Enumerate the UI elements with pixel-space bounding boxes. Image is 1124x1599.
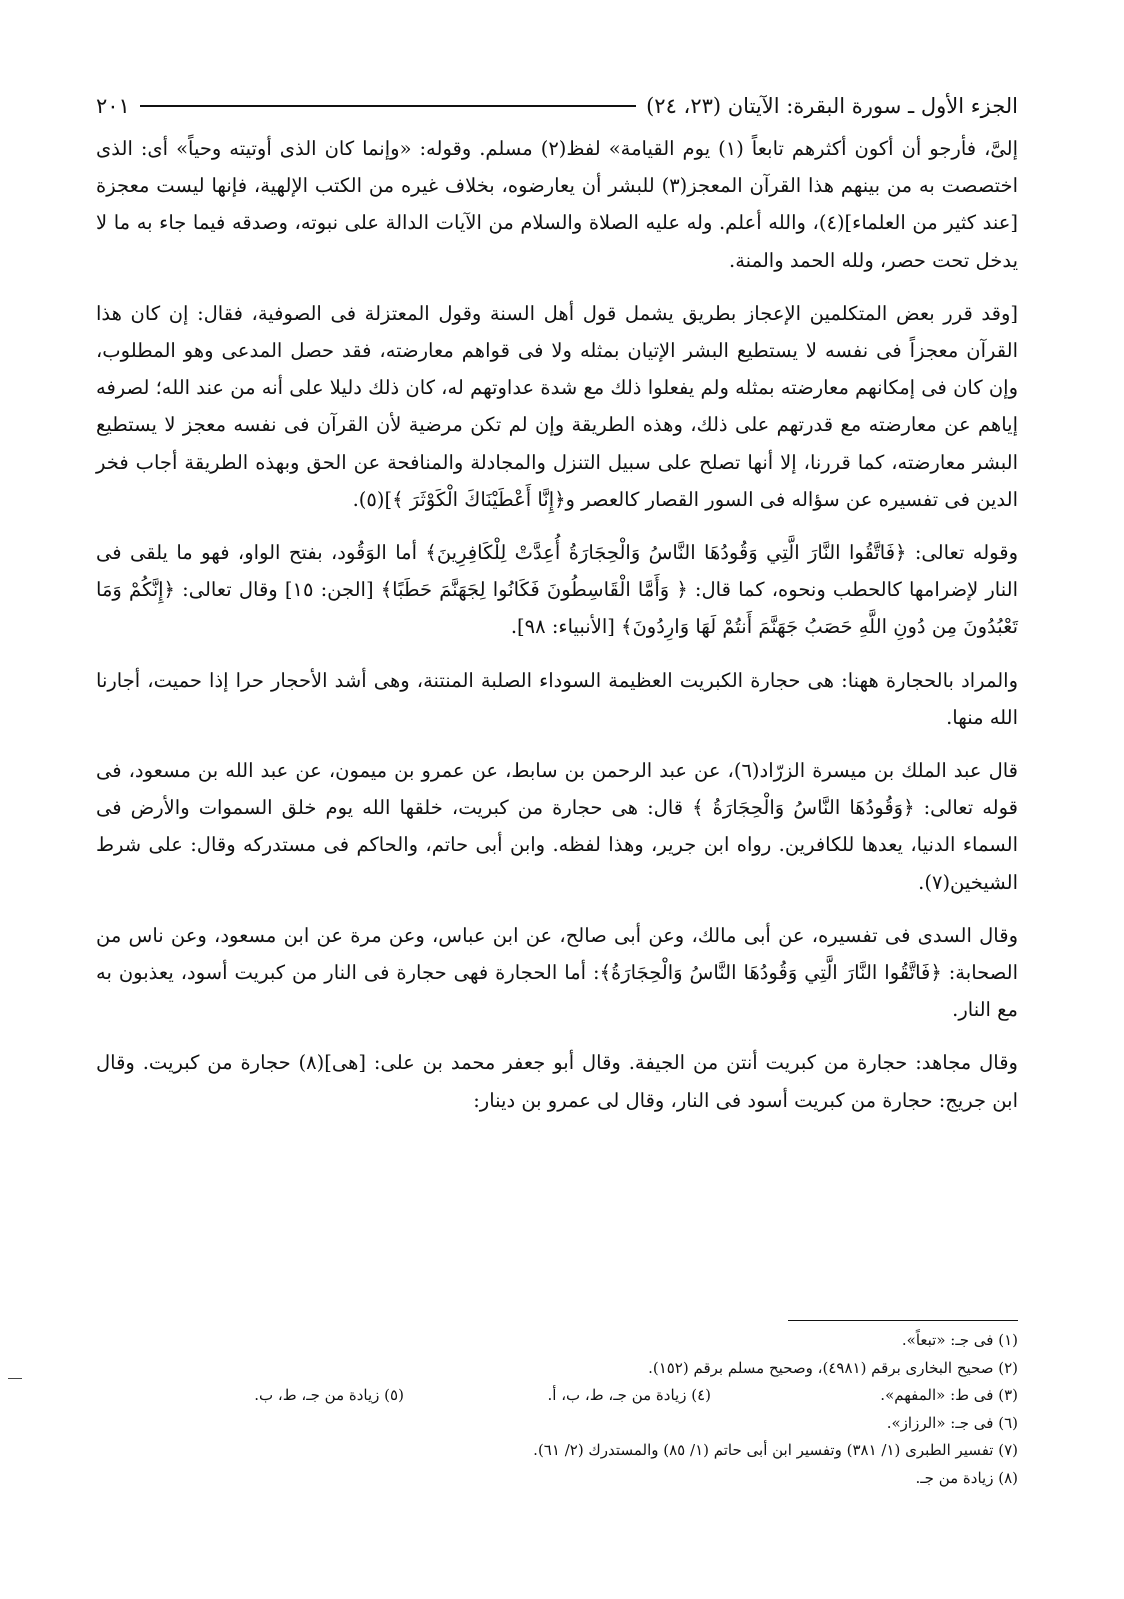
- paragraph-7: وقال مجاهد: حجارة من كبريت أنتن من الجيفة. وقال أبو جعفر محمد بن على: [هى](٨) حجارة من كبريت. وقال ابن جريج: حجارة من كبريت أسود فى النار، وقال لى عمرو بن دينار:: [96, 1051, 1018, 1112]
- paragraph-3: وقوله تعالى: ﴿فَاتَّقُوا النَّارَ الَّتِي وَقُودُهَا النَّاسُ وَالْحِجَارَةُ أُعِدَّتْ لِلْكَافِرِينَ﴾ أما الوَقُود، بفتح الواو، فهو ما يلقى فى النار لإضرامها كالحطب ونحوه، كما قال: ﴿ وَأَمَّا الْقَاسِطُونَ فَكَانُوا لِجَهَنَّمَ حَطَبًا﴾ [الجن: ١٥] وقال تعالى: ﴿إِنَّكُمْ وَمَا تَعْبُدُونَ مِن دُونِ اللَّهِ حَصَبُ جَهَنَّمَ أَنتُمْ لَهَا وَارِدُونَ﴾ [الأنبياء: ٩٨].: [96, 541, 1018, 639]
- paragraph-5: قال عبد الملك بن ميسرة الزرّاد(٦)، عن عبد الرحمن بن سابط، عن عمرو بن ميمون، عن عبد الله بن مسعود، فى قوله تعالى: ﴿وَقُودُهَا النَّاسُ وَالْحِجَارَةُ ﴾ قال: هى حجارة من كبريت، خلقها الله يوم خلق السموات والأرض فى السماء الدنيا، يعدها للكافرين. رواه ابن جرير، وهذا لفظه. وابن أبى حاتم، والحاكم فى مستدركه وقال: على شرط الشيخين(٧).: [96, 759, 1018, 894]
- footnotes: [96, 1320, 1018, 1492]
- footnote-8: (٨) زيادة من جـ.: [915, 1468, 1018, 1487]
- paragraph-2: [وقد قرر بعض المتكلمين الإعجاز بطريق يشمل قول أهل السنة وقول المعتزلة فى الصوفية، فقال: إن كان هذا القرآن معجزاً فى نفسه لا يستطيع البشر الإتيان بمثله ولا فى قواهم معارضته، فقد حصل المدعى وهو المطلوب، وإن كان فى إمكانهم معارضته بمثله ولم يفعلوا ذلك مع شدة عداوتهم له، كان ذلك دليلا على أنه من عند الله؛ لصرفه إياهم عن معارضته مع قدرتهم على ذلك، وهذه الطريقة وإن لم تكن مرضية لأن القرآن فى نفسه معجز لا يستطيع البشر معارضته، كما قررنا، إلا أنها تصلح على سبيل التنزل والمجادلة والمنافحة عن الحق وبهذه الطريقة أجاب فخر الدين فى تفسيره عن سؤاله فى السور القصار كالعصر و﴿إِنَّا أَعْطَيْنَاكَ الْكَوْثَرَ ﴾](٥).: [96, 301, 1018, 511]
- running-head-rule: [140, 105, 636, 107]
- paragraph-1: إلىَّ، فأرجو أن أكون أكثرهم تابعاً (١) يوم القيامة» لفظ(٢) مسلم. وقوله: «وإنما كان الذى أوتيته وحياً» أى: الذى اختصصت به من بينهم هذا القرآن المعجز(٣) للبشر أن يعارضوه، بخلاف غيره من الكتب الإلهية، فإنها ليست معجزة [عند كثير من العلماء](٤)، والله أعلم. وله عليه الصلاة والسلام من الآيات الدالة على نبوته، وصدقه فيما جاء به ما لا يدخل تحت حصر، ولله الحمد والمنة.: [96, 137, 1019, 272]
- running-head: [96, 88, 1018, 124]
- running-head-title: الجزء الأول ـ سورة البقرة: الآيتان (٢٣، ٢٤): [646, 94, 1018, 118]
- footnote-4: (٤) زيادة من جـ، ط، ب، أ.: [547, 1386, 711, 1404]
- footnote-2: (٢) صحيح البخارى برقم (٤٩٨١)، وصحيح مسلم برقم (١٥٢).: [648, 1358, 1018, 1377]
- scan-margin-mark: [8, 1378, 22, 1379]
- paragraph-6: وقال السدى فى تفسيره، عن أبى مالك، وعن أبى صالح، عن ابن عباس، وعن مرة عن ابن مسعود، وعن ناس من الصحابة: ﴿فَاتَّقُوا النَّارَ الَّتِي وَقُودُهَا النَّاسُ وَالْحِجَارَةُ﴾: أما الحجارة فهى حجارة فى النار من كبريت أسود، يعذبون به مع النار.: [96, 923, 1018, 1022]
- main-text: [96, 130, 1018, 1119]
- footnote-3: (٣) فى ط: «المفهم».: [880, 1386, 1018, 1404]
- footnote-7: (٧) تفسير الطبرى (١/ ٣٨١) وتفسير ابن أبى حاتم (١/ ٨٥) والمستدرك (٢/ ٦١).: [533, 1441, 1018, 1459]
- footnote-6: (٦) فى جـ: «الرزاز».: [886, 1413, 1018, 1432]
- footnote-5: (٥) زيادة من جـ، ط، ب.: [254, 1386, 404, 1404]
- paragraph-4: والمراد بالحجارة ههنا: هى حجارة الكبريت العظيمة السوداء الصلبة المنتنة، وهى أشد الأحجار حرا إذا حميت، أجارنا الله منها.: [96, 668, 1018, 729]
- footnote-rule: [788, 1320, 1018, 1321]
- footnote-row: [96, 1382, 1018, 1410]
- book-page: [96, 88, 1018, 1569]
- footnote-1: (١) فى جـ: «تبعاً».: [901, 1331, 1018, 1349]
- page-number: ٢٠١: [96, 94, 130, 118]
